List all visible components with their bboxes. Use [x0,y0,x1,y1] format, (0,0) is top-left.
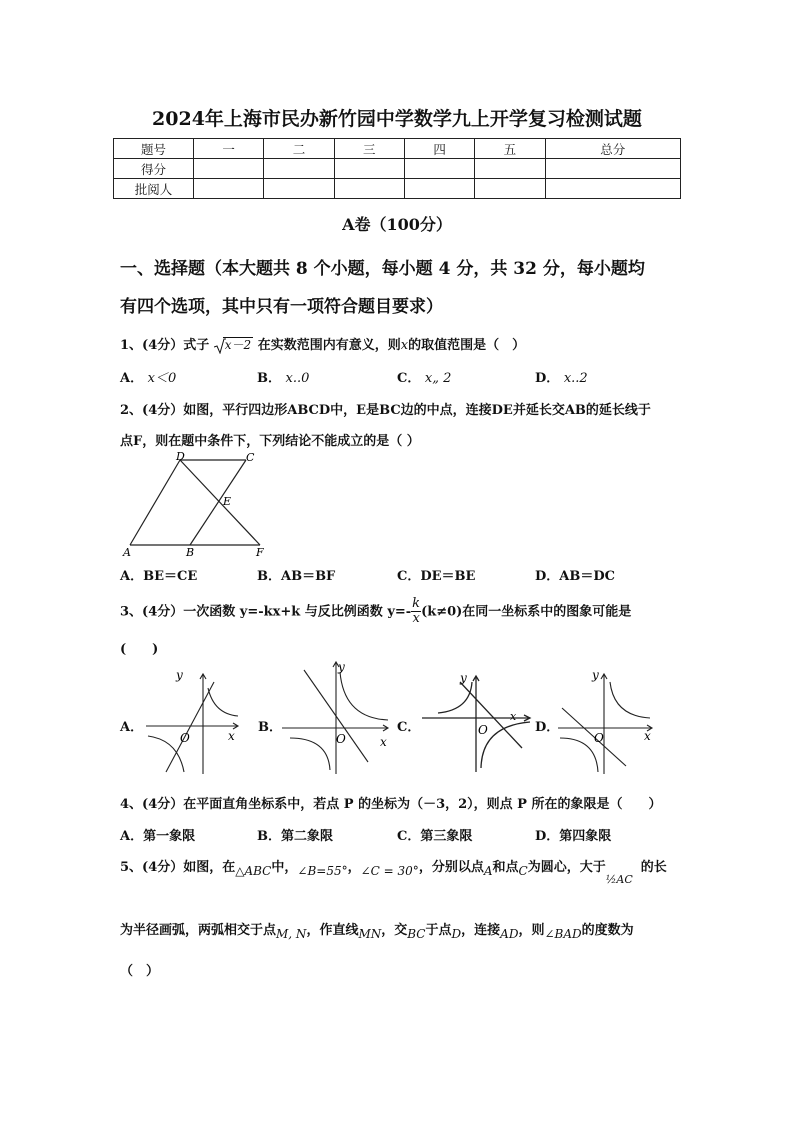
q2-option-a[interactable]: A．BE＝CE [120,569,198,584]
question-5-paren: （ ） [120,964,160,979]
table-cell: 二 [264,139,334,159]
q3-option-a-label[interactable]: A． [120,720,144,735]
q1-option-b[interactable]: B． x..0 [257,371,310,386]
table-cell [334,159,404,179]
label-a: A [123,546,131,559]
q4-option-a[interactable]: A．第一象限 [120,829,196,844]
table-cell [404,179,474,199]
q3-graph-d[interactable] [552,664,662,776]
table-cell: 四 [404,139,474,159]
table-cell: 得分 [114,159,194,179]
question-2-line2: 点F，则在题中条件下，下列结论不能成立的是（ ） [120,434,420,449]
question-3: 3、(4分）一次函数 y=-kx+k 与反比例函数 y=- $\frac{k}{x}$ (k≠0)在同一坐标系中的图象可能是 [120,596,632,627]
question-2-line1: 2、(4分）如图，平行四边形ABCD中，E是BC边的中点，连接DE并延长交AB的延长线于 [120,403,651,418]
section-heading-line2: 有四个选项，其中只有一项符合题目要求） [120,297,443,317]
parallelogram-figure [118,450,278,560]
q3-option-c-label[interactable]: C． [397,720,421,735]
q3-option-d-label[interactable]: D． [535,720,560,735]
q3-graph-c[interactable] [418,668,538,776]
label-f: F [256,546,264,559]
q4-option-b[interactable]: B．第二象限 [257,829,334,844]
q2-option-b[interactable]: B．AB＝BF [257,569,336,584]
section-heading-line1: 一、选择题（本大题共 8 个小题，每小题 4 分，共 32 分，每小题均 [120,259,645,279]
table-cell [545,179,680,199]
q3-option-b-label[interactable]: B． [258,720,282,735]
svg-text:x: x [644,729,651,743]
table-row [114,159,681,179]
table-cell [334,179,404,199]
table-cell [545,159,680,179]
q2-option-c[interactable]: C．DE＝BE [397,569,476,584]
table-cell [264,159,334,179]
table-cell [264,179,334,199]
label-b: B [186,546,195,559]
svg-text:y: y [176,668,183,682]
table-cell: 一 [194,139,264,159]
q1-option-d[interactable]: D． x..2 [535,371,588,386]
svg-text:y: y [592,668,599,682]
volume-label: A卷（100分） [342,215,452,234]
svg-text:O: O [336,732,346,746]
sqrt-expression: x－2 [214,336,253,353]
table-cell [194,179,264,199]
question-5-line2: 为半径画弧，两弧相交于点M, N，作直线MN，交BC于点D，连接AD，则∠BAD的度数为 [120,923,634,941]
page-title: 2024年上海市民办新竹园中学数学九上开学复习检测试题 [152,108,642,130]
svg-text:O: O [594,731,604,745]
table-cell: 题号 [114,139,194,159]
svg-text:O: O [478,723,488,737]
table-cell: 总分 [545,139,680,159]
svg-text:y: y [338,660,345,674]
question-1: 1、(4分）式子 x－2 在实数范围内有意义，则x的取值范围是（ ） [120,338,526,353]
score-table-header [114,139,681,159]
q1-option-c[interactable]: C． x„ 2 [397,371,452,386]
question-3-paren: ( ) [120,642,159,657]
question-5-line1: 5、(4分）如图，在△ABC中，∠B=55°，∠C = 30°，分别以点A和点C为圆心，大于$_{\frac{1}{2}AC}$的长 [120,860,667,886]
label-c: C [246,451,255,464]
table-cell [475,179,545,199]
table-cell [475,159,545,179]
table-row [114,179,681,199]
svg-text:O: O [180,731,190,745]
table-cell: 批阅人 [114,179,194,199]
fraction-k-over-x: $\frac{k}{x}$ [412,596,421,627]
svg-text:x: x [380,735,387,749]
svg-text:y: y [460,671,467,685]
question-4: 4、(4分）在平面直角坐标系中，若点 P 的坐标为（－3，2），则点 P 所在的象限是（ ） [120,797,662,812]
q1-option-a[interactable]: A． x＜0 [120,371,177,386]
q3-graph-b[interactable] [276,658,396,776]
table-cell [404,159,474,179]
score-table [113,138,681,199]
svg-text:x: x [228,729,235,743]
label-d: D [176,450,185,463]
table-cell: 三 [334,139,404,159]
table-cell: 五 [475,139,545,159]
q4-option-d[interactable]: D．第四象限 [535,829,612,844]
label-e: E [223,495,232,508]
q3-graph-a[interactable] [138,664,248,776]
q2-option-d[interactable]: D．AB＝DC [535,569,615,584]
q4-option-c[interactable]: C．第三象限 [397,829,473,844]
table-cell [194,159,264,179]
radical-sign-icon [214,338,226,354]
svg-text:x: x [510,710,517,723]
